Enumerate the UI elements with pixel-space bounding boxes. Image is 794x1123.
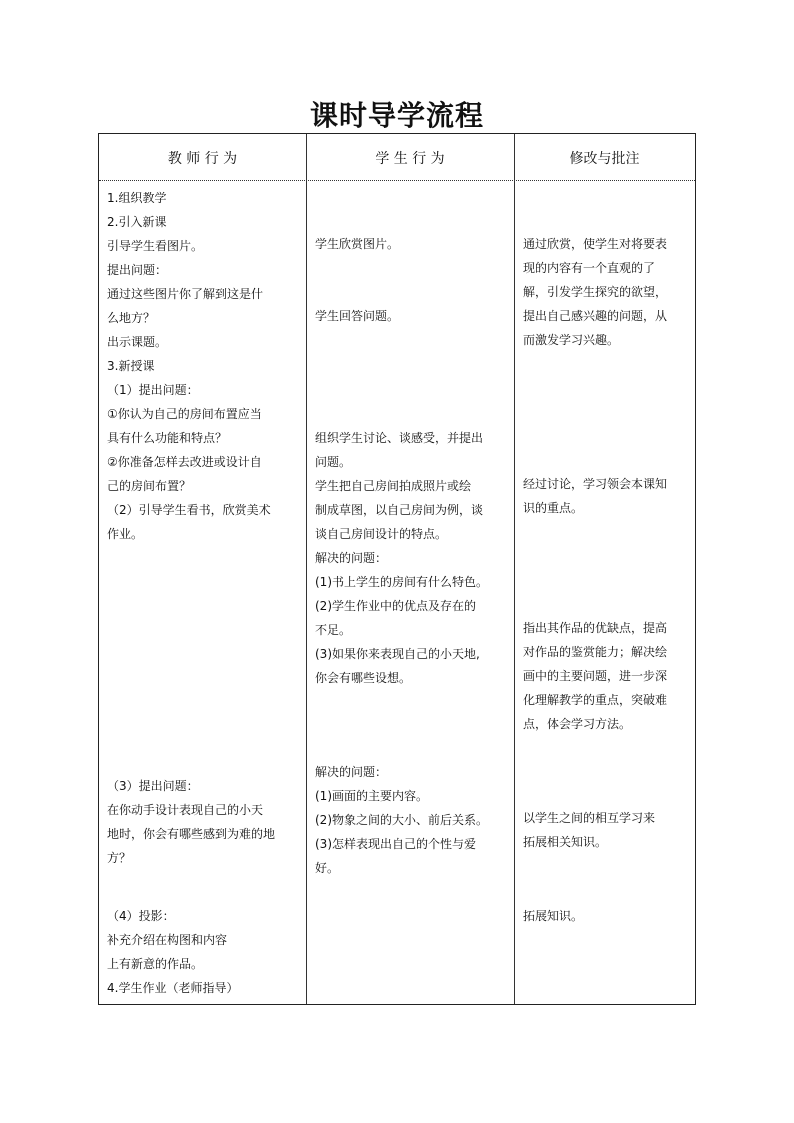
text-line: ①你认为自己的房间布置应当 bbox=[107, 407, 262, 421]
text-line: 问题。 bbox=[315, 455, 352, 469]
text-line: 通过这些图片你了解到这是什 bbox=[107, 287, 264, 301]
text-line: 学生把自己房间拍成照片或绘 bbox=[315, 479, 472, 493]
text-line: 拓展知识。 bbox=[523, 909, 584, 923]
text-line: 好。 bbox=[315, 861, 340, 875]
text-line: 作业。 bbox=[107, 527, 144, 541]
notes-block-4 bbox=[523, 806, 691, 854]
text-line: 在你动手设计表现自己的小天 bbox=[107, 803, 264, 817]
text-line: 现的内容有一个直观的了 bbox=[523, 261, 656, 275]
text-line: 么地方？ bbox=[107, 311, 156, 325]
text-line: (3)如果你来表现自己的小天地, bbox=[315, 647, 480, 661]
teacher-block-3 bbox=[107, 904, 303, 1000]
text-line: 1.组织教学 bbox=[107, 191, 167, 205]
text-line: 己的房间布置？ bbox=[107, 479, 192, 493]
text-line: 具有什么功能和特点？ bbox=[107, 431, 228, 445]
text-line: 识的重点。 bbox=[523, 501, 584, 515]
teacher-block-1 bbox=[107, 186, 303, 546]
text-line: 方？ bbox=[107, 851, 132, 865]
text-line: 点，体会学习方法。 bbox=[523, 717, 632, 731]
text-line: (3)怎样表现出自己的个性与爱 bbox=[315, 837, 476, 851]
text-line: 拓展相关知识。 bbox=[523, 835, 608, 849]
text-line: （3）提出问题： bbox=[107, 779, 199, 793]
text-line: （2）引导学生看书，欣赏美术 bbox=[107, 503, 271, 517]
text-line: 你会有哪些设想。 bbox=[315, 671, 412, 685]
student-line: 学生回答问题。 bbox=[315, 309, 400, 323]
text-line: 3.新授课 bbox=[107, 359, 155, 373]
text-line: 对作品的鉴赏能力；解决绘 bbox=[523, 645, 668, 659]
text-line: 4.学生作业（老师指导） bbox=[107, 981, 239, 995]
text-line: (1)画面的主要内容。 bbox=[315, 789, 428, 803]
text-line: 经过讨论，学习领会本课知 bbox=[523, 477, 668, 491]
text-line: 而激发学习兴趣。 bbox=[523, 333, 620, 347]
text-line: 提出自己感兴趣的问题，从 bbox=[523, 309, 668, 323]
text-line: 2.引入新课 bbox=[107, 215, 167, 229]
text-line: 补充介绍在构图和内容 bbox=[107, 933, 228, 947]
text-line: 上有新意的作品。 bbox=[107, 957, 204, 971]
text-line: 画中的主要问题，进一步深 bbox=[523, 669, 668, 683]
text-line: 化理解教学的重点，突破难 bbox=[523, 693, 668, 707]
text-line: 谈自己房间设计的特点。 bbox=[315, 527, 448, 541]
notes-block-2 bbox=[523, 472, 691, 520]
text-line: 地时，你会有哪些感到为难的地 bbox=[107, 827, 276, 841]
column-divider bbox=[306, 134, 307, 1004]
lesson-flow-table bbox=[98, 133, 696, 1005]
text-line: 解决的问题： bbox=[315, 551, 388, 565]
text-line: (1)书上学生的房间有什么特色。 bbox=[315, 575, 488, 589]
text-line: 不足。 bbox=[315, 623, 352, 637]
text-line: 以学生之间的相互学习来 bbox=[523, 811, 656, 825]
student-block-3 bbox=[315, 426, 511, 690]
student-line: 学生欣赏图片。 bbox=[315, 237, 400, 251]
text-line: （4）投影： bbox=[107, 909, 175, 923]
text-line: 解，引发学生探究的欲望， bbox=[523, 285, 668, 299]
page-title: 课时导学流程 bbox=[309, 99, 484, 132]
header-teacher: 教 师 行 为 bbox=[167, 151, 238, 167]
text-line: 解决的问题： bbox=[315, 765, 388, 779]
text-line: （1）提出问题： bbox=[107, 383, 199, 397]
teacher-block-2 bbox=[107, 774, 303, 870]
text-line: 指出其作品的优缺点，提高 bbox=[523, 621, 668, 635]
text-line: 提出问题： bbox=[107, 263, 168, 277]
column-divider bbox=[514, 134, 515, 1004]
text-line: (2)学生作业中的优点及存在的 bbox=[315, 599, 476, 613]
text-line: 出示课题。 bbox=[107, 335, 168, 349]
text-line: ②你准备怎样去改进或设计自 bbox=[107, 455, 262, 469]
header-student: 学 生 行 为 bbox=[375, 151, 445, 167]
text-line: 通过欣赏，使学生对将要表 bbox=[523, 237, 668, 251]
text-line: 引导学生看图片。 bbox=[107, 239, 204, 253]
notes-block-3 bbox=[523, 616, 691, 736]
student-block-4 bbox=[315, 760, 511, 880]
text-line: 制成草图，以自己房间为例，谈 bbox=[315, 503, 484, 517]
text-line: 组织学生讨论、谈感受，并提出 bbox=[315, 431, 484, 445]
notes-block-5 bbox=[523, 904, 691, 928]
header-divider bbox=[99, 180, 695, 181]
header-notes: 修改与批注 bbox=[569, 151, 640, 167]
notes-block-1 bbox=[523, 232, 691, 352]
text-line: (2)物象之间的大小、前后关系。 bbox=[315, 813, 488, 827]
